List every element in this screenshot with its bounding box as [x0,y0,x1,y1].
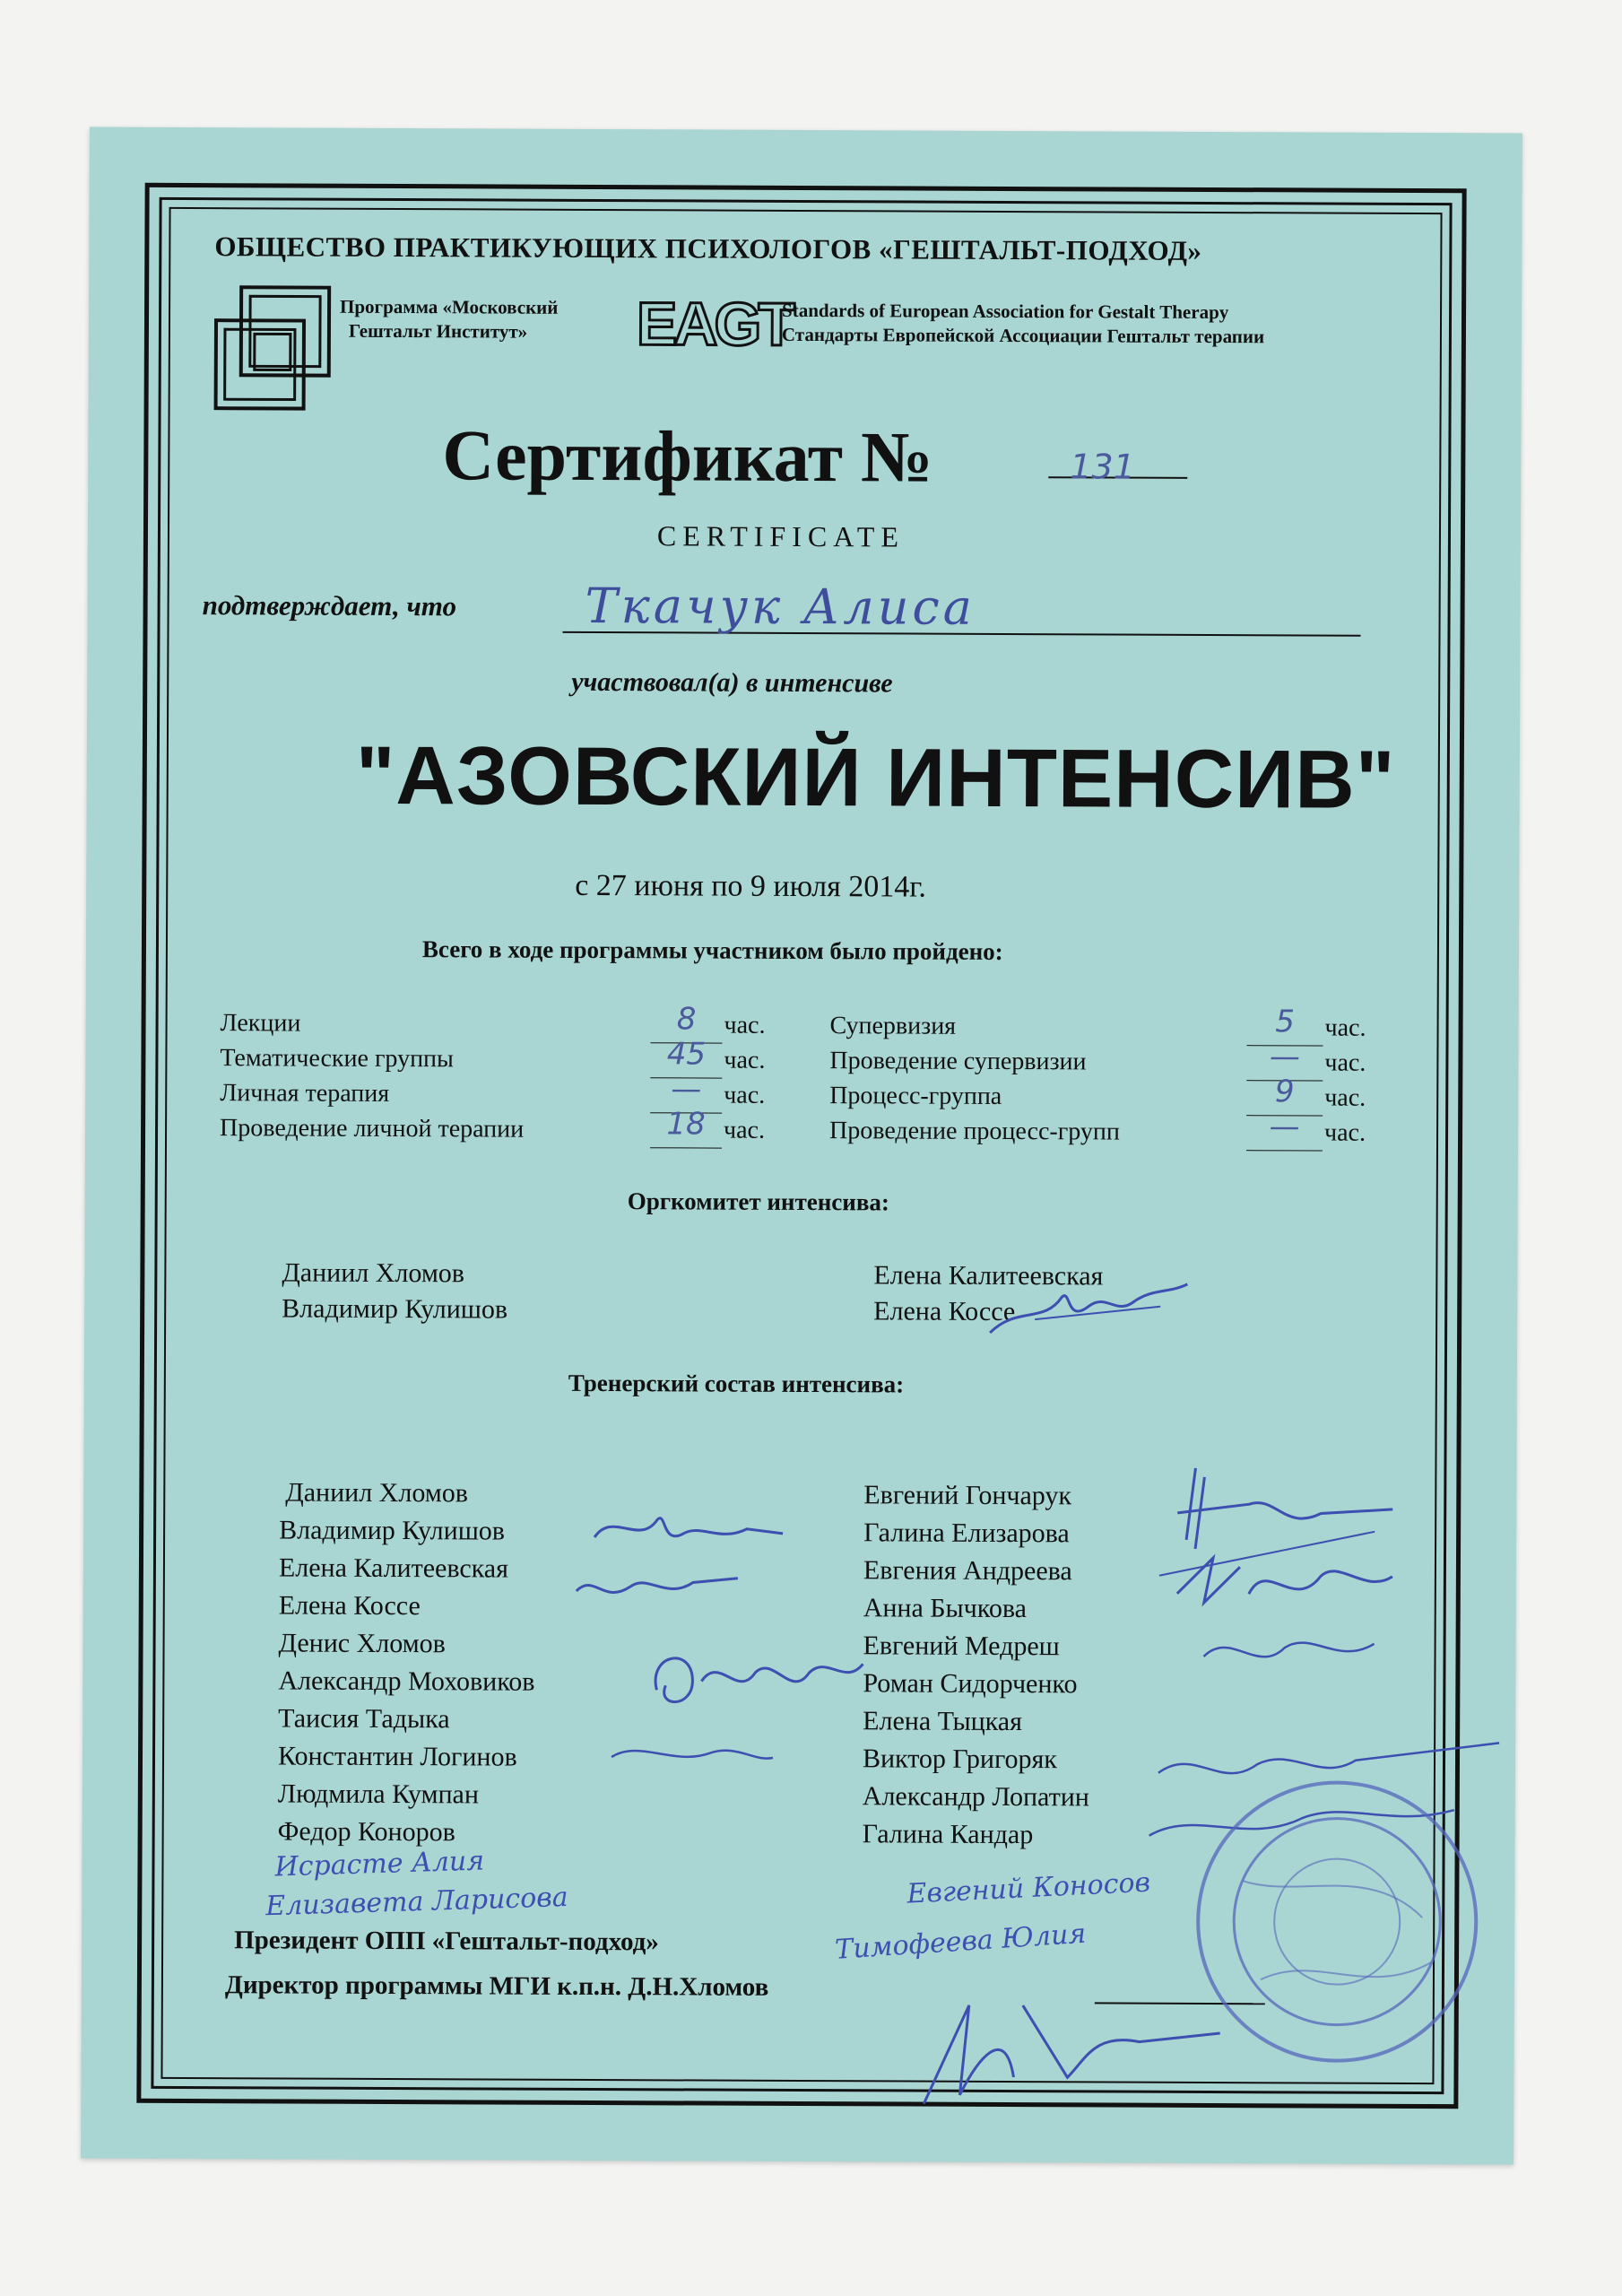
hours-label: Проведение супервизии [829,1047,1087,1076]
trainer: Елена Тыцкая [863,1706,1023,1737]
hours-value: 18 [666,1106,706,1143]
program-line-1: Программа «Московский [340,295,559,318]
hours-unit: час. [1324,1083,1366,1112]
trainer: Галина Кандар [862,1819,1034,1850]
mgi-logo-icon [205,284,341,424]
hours-value: 45 [666,1036,707,1073]
eagt-logo [631,289,793,359]
event-name: "АЗОВСКИЙ ИНТЕНСИВ" [355,729,1396,826]
hours-unit: час. [1324,1013,1366,1042]
trainer: Федор Коноров [277,1816,455,1848]
handwritten-name: Елизавета Ларисова [265,1881,569,1923]
trainer-signature [603,1730,782,1785]
trainer: Евгения Андреева [863,1555,1072,1587]
hours-label: Тематические группы [220,1044,454,1074]
handwritten-name: Исрасте Алия [274,1845,485,1883]
trainer: Владимир Кулишов [279,1515,506,1546]
hours-label: Проведение личной терапии [220,1114,525,1144]
trainer: Александр Моховиков [278,1665,535,1697]
organization-title: ОБЩЕСТВО ПРАКТИКУЮЩИХ ПСИХОЛОГОВ «ГЕШТАЛЬТ-ПОДХОД» [214,230,1202,266]
trainer-signature [585,1492,792,1565]
hours-label: Проведение процесс-групп [829,1117,1120,1146]
hours-value: — [1269,1039,1301,1075]
hours-value: — [1269,1109,1300,1145]
trainer: Анна Бычкова [863,1593,1028,1624]
trainer-signatures-right [1141,1459,1428,1693]
trainer: Даниил Хломов [285,1477,469,1509]
hours-value: 9 [1274,1074,1295,1110]
certificate-number: 131 [1070,447,1135,487]
hours-unit: час. [724,1011,766,1039]
trainer: Таисия Тадыка [278,1703,450,1735]
hours-unit: час. [1324,1048,1366,1077]
committee-member: Елена Коссе [873,1296,1016,1327]
hours-unit: час. [1324,1118,1366,1147]
event-dates: с 27 июня по 9 июля 2014г. [575,868,927,904]
trainer: Елена Коссе [278,1590,421,1622]
trainer-signature [638,1636,872,1726]
hours-value: — [671,1071,702,1108]
handwritten-name: Евгений Коносов [906,1866,1151,1910]
hours-label: Лекции [220,1009,301,1038]
trainer: Константин Логинов [277,1741,517,1772]
participant-name: Ткачук Алиса [585,577,976,636]
eagt-standards-ru: Стандарты Европейской Ассоциации Гештальт терапии [781,323,1265,348]
trainer: Людмила Кумпан [277,1779,480,1810]
participated-label: участвовал(а) в интенсиве [571,666,893,699]
committee-title: Оргкомитет интенсива: [627,1187,889,1216]
hours-unit: час. [724,1116,766,1144]
program-line-2: Гештальт Институт» [348,319,528,343]
committee-signature [981,1270,1196,1352]
director-signature [888,1969,1229,2114]
trainer: Александр Лопатин [862,1781,1089,1813]
president-label: Президент ОПП «Гештальт-подход» [234,1926,659,1957]
trainer: Евгений Гончарук [863,1480,1072,1511]
hours-value: 5 [1275,1004,1296,1040]
trainer: Роман Сидорченко [863,1668,1078,1700]
trainer-signature [568,1555,747,1619]
handwritten-name: Тимофеева Юлия [834,1918,1088,1966]
trainer: Елена Калитеевская [278,1552,508,1584]
hours-label: Процесс-группа [829,1082,1002,1110]
hours-unit: час. [724,1081,766,1109]
trainer: Виктор Григоряк [862,1744,1057,1775]
trainers-title: Тренерский состав интенсива: [568,1369,905,1398]
hours-total-label: Всего в ходе программы участником было пройдено: [421,935,1003,965]
committee-member: Владимир Кулишов [282,1293,508,1325]
certificate-title: Сертификат № [442,416,933,498]
confirm-label: подтверждает, что [202,589,457,622]
hours-label: Личная терапия [220,1079,390,1108]
hours-label: Супервизия [829,1012,957,1040]
hours-value: 8 [676,1001,697,1038]
certificate-subtitle: CERTIFICATE [656,519,906,553]
committee-member: Елена Калитеевская [873,1260,1104,1292]
trainer: Евгений Медреш [863,1631,1060,1662]
trainer: Галина Елизарова [863,1518,1070,1549]
committee-member: Даниил Хломов [282,1257,465,1289]
trainer: Денис Хломов [278,1628,446,1659]
certificate-paper [81,127,1522,2165]
svg-text:EAGT: EAGT [636,290,793,359]
organization-stamp [1189,1773,1486,2070]
hours-unit: час. [724,1046,766,1074]
director-label: Директор программы МГИ к.п.н. Д.Н.Хломов [224,1970,769,2002]
eagt-standards-en: Standards of European Association for Gestalt Therapy [782,299,1229,324]
